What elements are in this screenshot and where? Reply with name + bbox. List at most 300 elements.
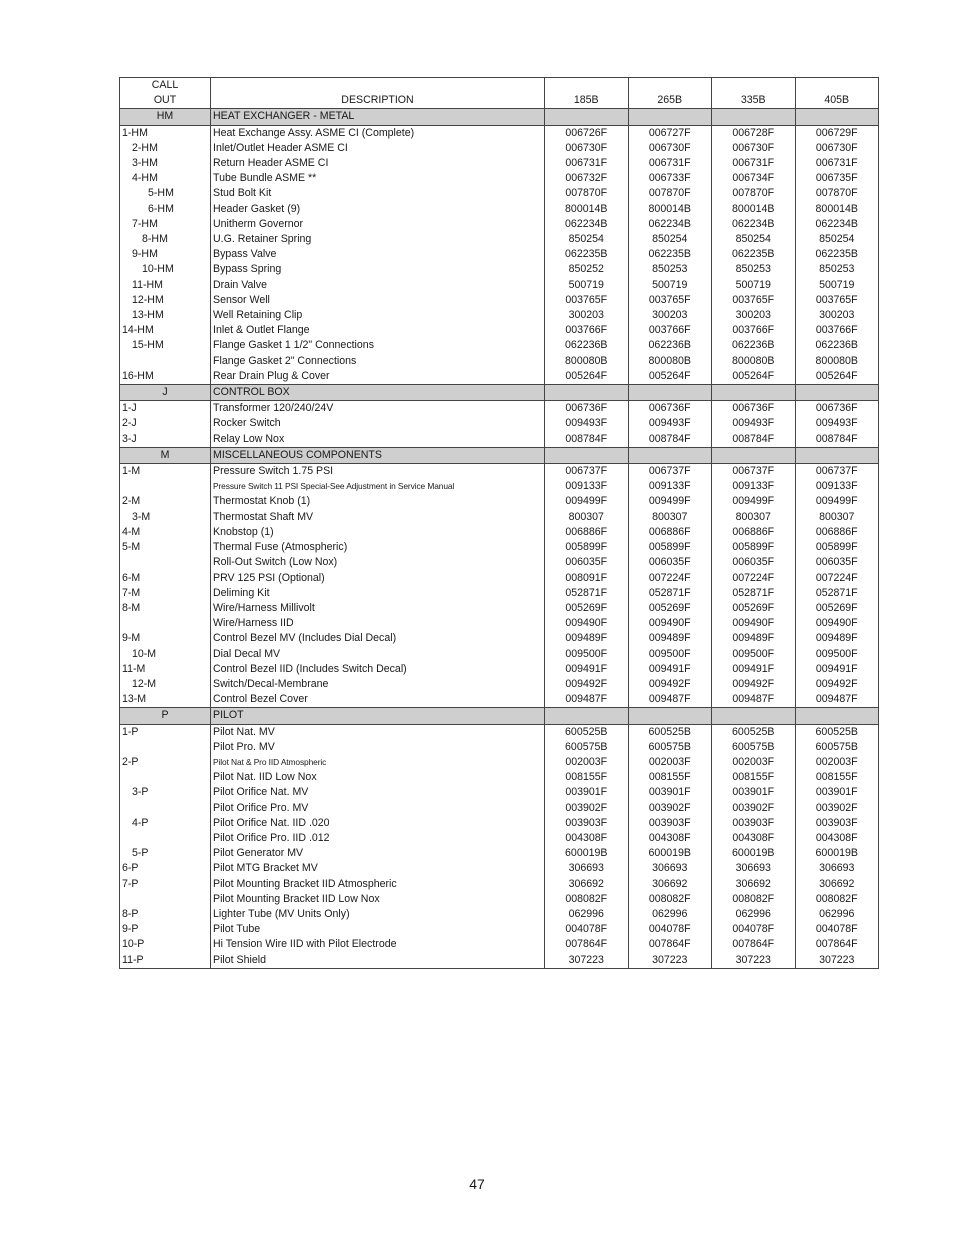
part-number-cell: 006730F — [628, 141, 712, 156]
table-row — [120, 631, 879, 646]
description-cell: Tube Bundle ASME ** — [211, 171, 545, 186]
description-cell: Sensor Well — [211, 293, 545, 308]
description-cell: Well Retaining Clip — [211, 308, 545, 323]
description-cell: Thermostat Shaft MV — [211, 510, 545, 525]
call-out-cell: 1-P — [120, 724, 211, 740]
description-cell: Pilot MTG Bracket MV — [211, 861, 545, 876]
part-number-cell: 300203 — [628, 308, 712, 323]
part-number-cell: 800014B — [545, 202, 629, 217]
call-out-cell — [120, 892, 211, 907]
table-row — [120, 937, 879, 952]
part-number-cell: 006737F — [628, 464, 712, 480]
description-cell: Inlet & Outlet Flange — [211, 323, 545, 338]
description-cell: Knobstop (1) — [211, 525, 545, 540]
table-row — [120, 555, 879, 570]
section-code: HM — [120, 109, 211, 125]
part-number-cell: 800080B — [712, 354, 796, 369]
part-number-cell: 006731F — [815, 157, 858, 170]
part-number-cell: 002003F — [628, 755, 712, 770]
part-number-cell: 062996 — [819, 907, 855, 920]
call-out-header-line2: OUT — [120, 93, 211, 109]
part-number-cell: 500719 — [819, 278, 855, 291]
part-number-cell: 009499F — [815, 495, 858, 508]
part-number-cell: 005264F — [795, 369, 879, 385]
description-cell: Pilot Pro. MV — [211, 740, 545, 755]
part-number-cell: 008784F — [795, 432, 879, 448]
section-filler-cell — [795, 385, 879, 401]
call-out-cell: 12-HM — [120, 293, 211, 308]
parts-table-body — [120, 78, 879, 969]
part-number-cell: 005269F — [628, 601, 712, 616]
part-number-cell: 600575B — [815, 740, 858, 753]
call-out-cell: 2-J — [120, 416, 211, 431]
header-spacer — [712, 78, 796, 94]
part-number-cell: 062234B — [628, 217, 712, 232]
part-number-cell: 300203 — [819, 309, 855, 322]
section-code: P — [120, 708, 211, 724]
section-filler-cell — [628, 708, 712, 724]
part-number-cell: 009491F — [712, 662, 796, 677]
part-number-cell: 300203 — [712, 308, 796, 323]
part-number-cell: 009499F — [545, 494, 629, 509]
call-out-cell — [120, 555, 211, 570]
part-number-cell: 003765F — [545, 293, 629, 308]
part-number-cell: 003766F — [628, 323, 712, 338]
section-header-row — [120, 385, 879, 401]
table-row — [120, 278, 879, 293]
part-number-cell: 850253 — [819, 263, 855, 276]
section-header-row — [120, 447, 879, 463]
table-row — [120, 892, 879, 907]
part-number-cell: 006886F — [628, 525, 712, 540]
part-number-cell: 003765F — [712, 293, 796, 308]
part-number-cell: 006730F — [545, 141, 629, 156]
description-cell: Pressure Switch 1.75 PSI — [211, 464, 545, 480]
table-header-row — [120, 78, 879, 94]
table-row — [120, 616, 879, 631]
part-number-cell: 008082F — [545, 892, 629, 907]
call-out-cell: 3-P — [120, 785, 211, 800]
part-number-cell: 307223 — [628, 953, 712, 969]
description-cell: Thermostat Knob (1) — [211, 494, 545, 509]
description-cell: Pilot Generator MV — [211, 846, 545, 861]
call-out-cell: 14-HM — [120, 323, 211, 338]
description-cell: Hi Tension Wire IID with Pilot Electrode — [211, 937, 545, 952]
part-number-cell: 006035F — [545, 555, 629, 570]
part-number-cell: 008155F — [712, 770, 796, 785]
part-number-cell: 800307 — [545, 510, 629, 525]
part-number-cell: 062234B — [815, 217, 858, 230]
part-number-cell: 500719 — [628, 278, 712, 293]
header-spacer — [628, 78, 712, 94]
description-cell: Rocker Switch — [211, 416, 545, 431]
part-number-cell: 306693 — [819, 862, 855, 875]
table-row — [120, 816, 879, 831]
description-cell: Drain Valve — [211, 278, 545, 293]
section-title: HEAT EXCHANGER - METAL — [211, 109, 545, 125]
call-out-cell: 4-P — [120, 816, 211, 831]
part-number-cell: 600525B — [545, 724, 629, 740]
table-row — [120, 877, 879, 892]
part-number-cell: 006886F — [712, 525, 796, 540]
part-number-cell: 004308F — [815, 831, 858, 844]
part-number-cell: 306693 — [628, 861, 712, 876]
header-spacer — [795, 78, 879, 94]
call-out-cell: 10-P — [120, 937, 211, 952]
call-out-cell: 6-M — [120, 571, 211, 586]
part-number-cell: 062236B — [815, 339, 858, 352]
call-out-cell: 11-P — [120, 953, 211, 969]
description-cell: Pilot Nat & Pro IID Atmospheric — [211, 755, 545, 770]
description-cell: Pressure Switch 11 PSI Special-See Adjustment in Service Manual — [211, 479, 545, 494]
model-header-185b: 185B — [545, 93, 629, 109]
call-out-cell: 16-HM — [120, 369, 211, 385]
table-row — [120, 156, 879, 171]
part-number-cell: 600525B — [815, 725, 858, 738]
part-number-cell: 062996 — [712, 907, 796, 922]
part-number-cell: 850252 — [545, 262, 629, 277]
table-row — [120, 953, 879, 969]
part-number-cell: 002003F — [815, 755, 858, 768]
part-number-cell: 800080B — [815, 354, 858, 367]
table-row — [120, 510, 879, 525]
description-cell: PRV 125 PSI (Optional) — [211, 571, 545, 586]
table-row — [120, 571, 879, 586]
table-row — [120, 922, 879, 937]
part-number-cell: 007864F — [815, 938, 858, 951]
part-number-cell: 009133F — [545, 479, 629, 494]
part-number-cell: 052871F — [712, 586, 796, 601]
description-cell: Thermal Fuse (Atmospheric) — [211, 540, 545, 555]
table-row — [120, 308, 879, 323]
table-row — [120, 724, 879, 740]
call-out-cell: 7-P — [120, 877, 211, 892]
description-cell: Pilot Mounting Bracket IID Atmospheric — [211, 877, 545, 892]
part-number-cell: 009133F — [628, 479, 712, 494]
part-number-cell: 600575B — [628, 740, 712, 755]
table-row — [120, 369, 879, 385]
part-number-cell: 003901F — [545, 785, 629, 800]
part-number-cell: 003903F — [712, 816, 796, 831]
part-number-cell: 009491F — [628, 662, 712, 677]
table-row — [120, 647, 879, 662]
call-out-cell: 8-M — [120, 601, 211, 616]
section-filler-cell — [795, 447, 879, 463]
table-row — [120, 171, 879, 186]
call-out-cell: 11-HM — [120, 278, 211, 293]
part-number-cell: 002003F — [712, 755, 796, 770]
table-row — [120, 479, 879, 494]
part-number-cell: 005899F — [545, 540, 629, 555]
part-number-cell: 009500F — [545, 647, 629, 662]
table-row — [120, 586, 879, 601]
part-number-cell: 003903F — [545, 816, 629, 831]
part-number-cell: 009493F — [712, 416, 796, 431]
part-number-cell: 009490F — [815, 617, 858, 630]
part-number-cell: 006728F — [712, 125, 796, 141]
part-number-cell: 003765F — [628, 293, 712, 308]
call-out-cell: 3-J — [120, 432, 211, 448]
call-out-cell: 1-HM — [120, 125, 211, 141]
part-number-cell: 003766F — [712, 323, 796, 338]
parts-list-table — [119, 77, 879, 969]
call-out-cell — [120, 740, 211, 755]
call-out-cell: 5-HM — [120, 186, 211, 201]
part-number-cell: 006727F — [628, 125, 712, 141]
part-number-cell: 006731F — [545, 156, 629, 171]
section-filler-cell — [712, 385, 796, 401]
part-number-cell: 005899F — [712, 540, 796, 555]
table-row — [120, 662, 879, 677]
part-number-cell: 850253 — [628, 262, 712, 277]
table-row — [120, 755, 879, 770]
part-number-cell: 006886F — [815, 525, 858, 538]
section-filler-cell — [628, 385, 712, 401]
description-cell: Bypass Spring — [211, 262, 545, 277]
part-number-cell: 306692 — [628, 877, 712, 892]
description-cell: Transformer 120/240/24V — [211, 401, 545, 417]
part-number-cell: 003903F — [815, 816, 858, 829]
part-number-cell: 009499F — [628, 494, 712, 509]
description-header: DESCRIPTION — [211, 93, 545, 109]
part-number-cell: 500719 — [712, 278, 796, 293]
table-row — [120, 692, 879, 708]
part-number-cell: 006736F — [815, 402, 858, 415]
part-number-cell: 800014B — [628, 202, 712, 217]
call-out-cell — [120, 479, 211, 494]
part-number-cell: 003903F — [628, 816, 712, 831]
part-number-cell: 600575B — [545, 740, 629, 755]
part-number-cell: 005264F — [712, 369, 796, 385]
call-out-cell: 3-HM — [120, 156, 211, 171]
part-number-cell: 006737F — [815, 465, 858, 478]
part-number-cell: 009489F — [815, 632, 858, 645]
description-cell: Lighter Tube (MV Units Only) — [211, 907, 545, 922]
part-number-cell: 007224F — [712, 571, 796, 586]
call-out-cell: 15-HM — [120, 338, 211, 353]
part-number-cell: 006731F — [712, 156, 796, 171]
part-number-cell: 006035F — [628, 555, 712, 570]
call-out-cell: 2-M — [120, 494, 211, 509]
part-number-cell: 306693 — [712, 861, 796, 876]
part-number-cell: 600019B — [628, 846, 712, 861]
call-out-cell: 12-M — [120, 677, 211, 692]
part-number-cell: 006726F — [545, 125, 629, 141]
part-number-cell: 009487F — [628, 692, 712, 708]
call-out-cell: 7-HM — [120, 217, 211, 232]
part-number-cell: 600019B — [545, 846, 629, 861]
description-cell: Pilot Nat. MV — [211, 724, 545, 740]
table-row — [120, 232, 879, 247]
section-code: J — [120, 385, 211, 401]
part-number-cell: 800307 — [628, 510, 712, 525]
part-number-cell: 007870F — [628, 186, 712, 201]
call-out-cell: 11-M — [120, 662, 211, 677]
part-number-cell: 062236B — [545, 338, 629, 353]
call-out-cell: 13-HM — [120, 308, 211, 323]
table-row — [120, 354, 879, 369]
section-filler-cell — [712, 109, 796, 125]
part-number-cell: 307223 — [795, 953, 879, 969]
table-row — [120, 262, 879, 277]
part-number-cell: 600525B — [628, 724, 712, 740]
table-row — [120, 907, 879, 922]
call-out-cell: 5-M — [120, 540, 211, 555]
part-number-cell: 307223 — [545, 953, 629, 969]
call-out-cell: 8-P — [120, 907, 211, 922]
part-number-cell: 800080B — [628, 354, 712, 369]
part-number-cell: 009490F — [712, 616, 796, 631]
part-number-cell: 006732F — [545, 171, 629, 186]
description-cell: Relay Low Nox — [211, 432, 545, 448]
part-number-cell: 009492F — [545, 677, 629, 692]
part-number-cell: 006035F — [712, 555, 796, 570]
part-number-cell: 062236B — [628, 338, 712, 353]
part-number-cell: 003902F — [815, 801, 858, 814]
part-number-cell: 008082F — [815, 892, 858, 905]
part-number-cell: 850254 — [545, 232, 629, 247]
part-number-cell: 062234B — [712, 217, 796, 232]
part-number-cell: 052871F — [545, 586, 629, 601]
description-cell: Pilot Orifice Pro. IID .012 — [211, 831, 545, 846]
part-number-cell: 062235B — [628, 247, 712, 262]
table-row — [120, 785, 879, 800]
call-out-cell: 4-HM — [120, 171, 211, 186]
part-number-cell: 007870F — [545, 186, 629, 201]
section-filler-cell — [712, 447, 796, 463]
part-number-cell: 006737F — [712, 464, 796, 480]
part-number-cell: 800307 — [819, 510, 855, 523]
table-row — [120, 141, 879, 156]
part-number-cell: 600575B — [712, 740, 796, 755]
part-number-cell: 006729F — [815, 126, 858, 139]
table-row — [120, 186, 879, 201]
description-cell: Header Gasket (9) — [211, 202, 545, 217]
table-row — [120, 801, 879, 816]
part-number-cell: 009133F — [712, 479, 796, 494]
call-out-cell: 1-J — [120, 401, 211, 417]
description-cell: Pilot Mounting Bracket IID Low Nox — [211, 892, 545, 907]
part-number-cell: 062236B — [712, 338, 796, 353]
table-row — [120, 770, 879, 785]
part-number-cell: 006731F — [628, 156, 712, 171]
part-number-cell: 009133F — [815, 480, 858, 493]
part-number-cell: 008784F — [628, 432, 712, 448]
section-filler-cell — [628, 109, 712, 125]
description-cell: Pilot Shield — [211, 953, 545, 969]
section-filler-cell — [628, 447, 712, 463]
section-filler-cell — [795, 708, 879, 724]
table-row — [120, 846, 879, 861]
call-out-cell — [120, 770, 211, 785]
section-title: PILOT — [211, 708, 545, 724]
description-cell: Stud Bolt Kit — [211, 186, 545, 201]
part-number-cell: 062996 — [628, 907, 712, 922]
table-row — [120, 125, 879, 141]
description-cell: Bypass Valve — [211, 247, 545, 262]
part-number-cell: 009492F — [815, 677, 858, 690]
part-number-cell: 003902F — [712, 801, 796, 816]
description-cell: Deliming Kit — [211, 586, 545, 601]
part-number-cell: 600019B — [712, 846, 796, 861]
call-out-cell: 10-HM — [120, 262, 211, 277]
part-number-cell: 004078F — [545, 922, 629, 937]
call-out-cell: 1-M — [120, 464, 211, 480]
table-row — [120, 677, 879, 692]
part-number-cell: 008082F — [712, 892, 796, 907]
part-number-cell: 003766F — [545, 323, 629, 338]
table-row — [120, 740, 879, 755]
part-number-cell: 009487F — [712, 692, 796, 708]
call-out-cell: 3-M — [120, 510, 211, 525]
part-number-cell: 006735F — [815, 172, 858, 185]
call-out-cell — [120, 354, 211, 369]
part-number-cell: 005269F — [815, 601, 858, 614]
part-number-cell: 009487F — [795, 692, 879, 708]
part-number-cell: 006737F — [545, 464, 629, 480]
model-header-405b: 405B — [795, 93, 879, 109]
part-number-cell: 009500F — [712, 647, 796, 662]
part-number-cell: 006733F — [628, 171, 712, 186]
description-cell: Rear Drain Plug & Cover — [211, 369, 545, 385]
part-number-cell: 008784F — [545, 432, 629, 448]
part-number-cell: 800014B — [712, 202, 796, 217]
part-number-cell: 006886F — [545, 525, 629, 540]
part-number-cell: 306693 — [545, 861, 629, 876]
part-number-cell: 009491F — [815, 662, 858, 675]
part-number-cell: 052871F — [628, 586, 712, 601]
call-out-cell: 9-P — [120, 922, 211, 937]
description-cell: Control Bezel MV (Includes Dial Decal) — [211, 631, 545, 646]
table-row — [120, 293, 879, 308]
call-out-cell — [120, 831, 211, 846]
call-out-cell: 13-M — [120, 692, 211, 708]
table-row — [120, 338, 879, 353]
part-number-cell: 009489F — [712, 631, 796, 646]
part-number-cell: 007224F — [628, 571, 712, 586]
part-number-cell: 009500F — [628, 647, 712, 662]
call-out-cell: 9-HM — [120, 247, 211, 262]
part-number-cell: 003901F — [628, 785, 712, 800]
header-spacer — [211, 78, 545, 94]
part-number-cell: 006736F — [628, 401, 712, 417]
part-number-cell: 306692 — [819, 877, 855, 890]
part-number-cell: 800307 — [712, 510, 796, 525]
description-cell: Heat Exchange Assy. ASME CI (Complete) — [211, 125, 545, 141]
part-number-cell: 004078F — [712, 922, 796, 937]
part-number-cell: 004308F — [545, 831, 629, 846]
part-number-cell: 600019B — [815, 847, 858, 860]
part-number-cell: 306692 — [712, 877, 796, 892]
part-number-cell: 062235B — [545, 247, 629, 262]
part-number-cell: 008082F — [628, 892, 712, 907]
part-number-cell: 850254 — [819, 233, 855, 246]
part-number-cell: 007224F — [815, 571, 858, 584]
description-cell: Pilot Orifice Nat. IID .020 — [211, 816, 545, 831]
section-title: CONTROL BOX — [211, 385, 545, 401]
part-number-cell: 005899F — [815, 541, 858, 554]
part-number-cell: 052871F — [815, 586, 858, 599]
part-number-cell: 007864F — [628, 937, 712, 952]
part-number-cell: 062996 — [545, 907, 629, 922]
part-number-cell: 009489F — [628, 631, 712, 646]
call-out-cell: 8-HM — [120, 232, 211, 247]
part-number-cell: 007864F — [545, 937, 629, 952]
part-number-cell: 005264F — [545, 369, 629, 385]
table-row — [120, 601, 879, 616]
part-number-cell: 008155F — [815, 771, 858, 784]
description-cell: Pilot Orifice Pro. MV — [211, 801, 545, 816]
